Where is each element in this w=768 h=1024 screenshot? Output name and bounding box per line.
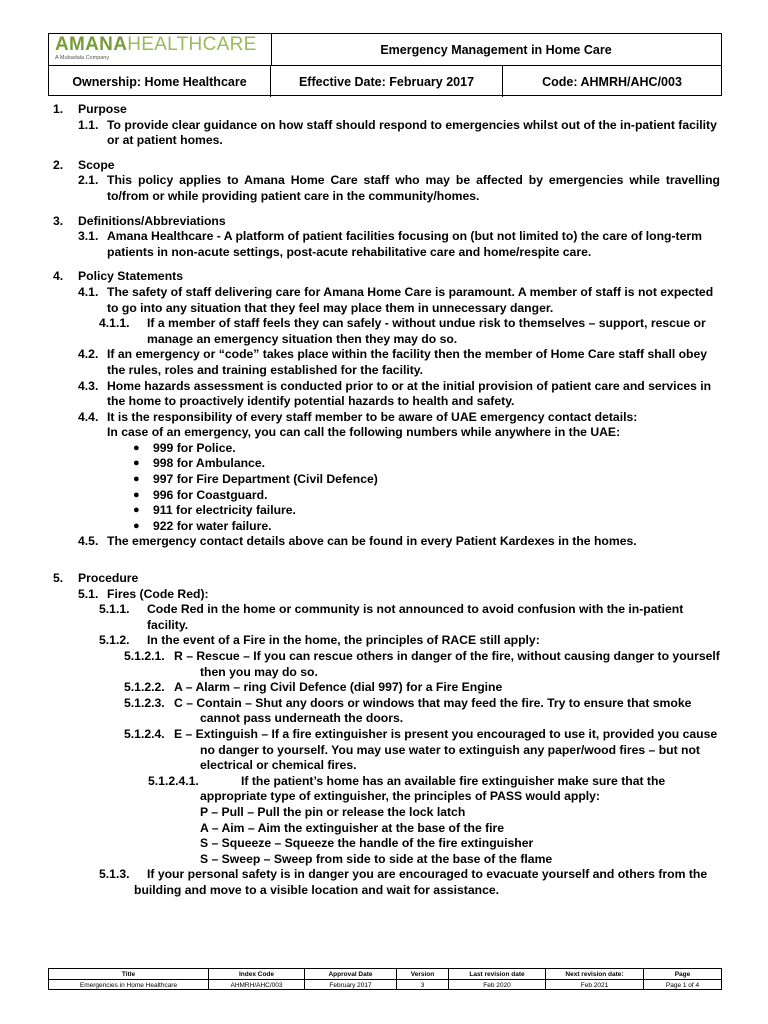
paragraph-line: The safety of staff delivering care for Amana Home Care is paramount. A member of staff is not expected — [107, 284, 714, 299]
footer-value-row — [49, 979, 721, 990]
section-title: Definitions/Abbreviations — [78, 213, 226, 228]
footer-header-approval: Approval Date — [305, 969, 397, 979]
item-number: 5.1.2.4.1. — [148, 773, 199, 788]
item-number: 2.1. — [78, 173, 99, 188]
pass-item — [53, 821, 720, 837]
footer-version: 3 — [397, 980, 449, 990]
footer-title: Emergencies in Home Healthcare — [49, 980, 209, 990]
footer-last-revision: Feb 2020 — [449, 980, 546, 990]
bullet-text: 999 for Police. — [153, 440, 236, 455]
section-title: Policy Statements — [78, 269, 183, 284]
footer-header-row — [49, 969, 721, 979]
paragraph-cont — [53, 789, 720, 805]
section-heading — [53, 102, 720, 118]
paragraph — [53, 316, 720, 332]
bullet-text: 922 for water failure. — [153, 518, 272, 533]
bullet-text: 911 for electricity failure. — [153, 503, 296, 518]
bullet-text: 998 for Ambulance. — [153, 456, 265, 471]
list-item — [53, 503, 720, 519]
paragraph — [53, 774, 720, 790]
paragraph-cont — [53, 743, 720, 759]
item-number: 3.1. — [78, 229, 99, 244]
logo-cell — [49, 34, 272, 65]
amana-logo — [55, 34, 257, 56]
logo-text-main: AMANA — [55, 34, 128, 55]
header-table — [48, 33, 722, 96]
item-number: 1.1. — [78, 117, 99, 132]
pass-item — [53, 852, 720, 868]
list-item — [53, 488, 720, 504]
paragraph — [53, 534, 720, 550]
section-heading — [53, 158, 720, 174]
paragraph-cont — [53, 301, 720, 317]
footer-table — [48, 968, 722, 990]
pass-item — [53, 836, 720, 852]
paragraph — [53, 173, 720, 189]
paragraph — [53, 410, 720, 426]
paragraph-line: the rules, roles and training established for the facility. — [107, 362, 424, 377]
paragraph-line: appropriate type of extinguisher, the principles of PASS would apply: — [200, 789, 600, 804]
footer-header-next-rev: Next revision date: — [546, 969, 644, 979]
list-item — [53, 441, 720, 457]
bullet-icon: ● — [133, 457, 140, 470]
ownership: Ownership: Home Healthcare — [49, 66, 271, 97]
pass-step: A – Aim – Aim the extinguisher at the base of the fire — [200, 820, 505, 835]
paragraph-line: The emergency contact details above can be found in every Patient Kardexes in the homes. — [107, 534, 637, 549]
paragraph — [53, 727, 720, 743]
item-number: 4.1. — [78, 284, 99, 299]
document-title: Emergency Management in Home Care — [380, 42, 612, 57]
section-heading — [53, 571, 720, 587]
document-body — [53, 102, 720, 899]
section-number: 2. — [53, 157, 64, 172]
footer-header-index: Index Code — [209, 969, 305, 979]
paragraph-line: to go into any situation that they feel may place them in unnecessary danger. — [107, 300, 554, 315]
paragraph-line: cannot pass underneath the doors. — [200, 711, 404, 726]
paragraph — [53, 633, 720, 649]
item-number: 5.1.3. — [99, 867, 130, 882]
pass-step: S – Sweep – Sweep from side to side at the base of the flame — [200, 851, 553, 866]
section-number: 5. — [53, 571, 64, 586]
paragraph — [53, 867, 720, 883]
item-number: 4.1.1. — [99, 316, 130, 331]
bullet-icon: ● — [133, 519, 140, 532]
paragraph-line: If your personal safety is in danger you are encouraged to evacuate yourself and others from the — [147, 867, 708, 882]
paragraph-line: To provide clear guidance on how staff should respond to emergencies whilst out of the in-patient facility — [107, 117, 717, 132]
section-title: Procedure — [78, 571, 139, 586]
bullet-icon: ● — [133, 473, 140, 486]
footer-header-last-rev: Last revision date — [449, 969, 546, 979]
footer-approval-date: February 2017 — [305, 980, 397, 990]
footer-next-revision: Feb 2021 — [546, 980, 644, 990]
paragraph-cont — [53, 425, 720, 441]
header-row-meta — [49, 65, 721, 97]
paragraph-line: the home to proactively identify potential hazards to health and safety. — [107, 394, 515, 409]
paragraph-cont — [53, 711, 720, 727]
paragraph — [53, 118, 720, 134]
bullet-icon: ● — [133, 504, 140, 517]
paragraph-cont — [53, 758, 720, 774]
pass-step: S – Squeeze – Squeeze the handle of the fire extinguisher — [200, 836, 534, 851]
paragraph-line: patients in non-acute settings, post-acute rehabilitative care and home/respite care. — [107, 244, 592, 259]
section-heading — [53, 269, 720, 285]
paragraph-cont — [53, 189, 720, 205]
section-title: Scope — [78, 157, 115, 172]
paragraph-line: If a member of staff feels they can safely - without undue risk to themselves – support, rescue or — [147, 316, 706, 331]
footer-header-page: Page — [674, 970, 691, 978]
logo-subtitle: A Mubadala Company — [55, 55, 110, 61]
paragraph-line: no danger to yourself. You may use water to extinguish any paper/wood fires – but not — [200, 742, 700, 757]
paragraph — [53, 379, 720, 395]
paragraph-line: C – Contain – Shut any doors or windows that may feed the fire. Try to ensure that smoke — [174, 695, 692, 710]
paragraph-line: or at patient homes. — [107, 133, 223, 148]
footer-page-number: Page 1 of 4 — [665, 981, 700, 989]
section-number: 4. — [53, 269, 64, 284]
paragraph-cont — [53, 245, 720, 261]
paragraph-line: to/from or while providing patient care in the community/homes. — [107, 188, 480, 203]
paragraph-line: building and move to a visible location and wait for assistance. — [134, 882, 500, 897]
paragraph-line: If the patient’s home has an available fire extinguisher make sure that the — [241, 773, 666, 788]
paragraph — [53, 285, 720, 301]
paragraph-line: then you may do so. — [200, 664, 318, 679]
paragraph-line: Code Red in the home or community is not announced to avoid confusion with the in-patient — [147, 602, 684, 617]
paragraph-line: facility. — [147, 617, 189, 632]
paragraph-line: If an emergency or “code” takes place within the facility then the member of Home Care staff shall obey — [107, 347, 708, 362]
item-number: 5.1.2.3. — [124, 695, 165, 710]
paragraph-line: Home hazards assessment is conducted prior to or at the initial provision of patient care and services in — [107, 378, 712, 393]
footer-header-title: Title — [49, 969, 209, 979]
paragraph-line: E – Extinguish – If a fire extinguisher is present you encouraged to use it, provided you cause — [174, 726, 718, 741]
item-number: 4.4. — [78, 409, 99, 424]
item-number: 5.1.1. — [99, 602, 130, 617]
paragraph — [53, 229, 720, 245]
paragraph-cont — [53, 665, 720, 681]
paragraph-line: A – Alarm – ring Civil Defence (dial 997) for a Fire Engine — [174, 680, 503, 695]
paragraph — [53, 602, 720, 618]
item-number: 5.1.2. — [99, 633, 130, 648]
effective-date: Effective Date: February 2017 — [271, 66, 503, 97]
bullet-icon: ● — [133, 441, 140, 454]
section-heading — [53, 214, 720, 230]
subsection-title: Fires (Code Red): — [107, 586, 209, 601]
pass-step: P – Pull – Pull the pin or release the lock latch — [200, 804, 466, 819]
paragraph — [53, 649, 720, 665]
item-number: 5.1.2.2. — [124, 680, 165, 695]
paragraph — [53, 347, 720, 363]
paragraph — [53, 696, 720, 712]
paragraph-line: manage an emergency situation then they may do so. — [147, 331, 458, 346]
subsection-heading — [53, 587, 720, 603]
paragraph-line: This policy applies to Amana Home Care staff who may be affected by emergencies while travelling — [107, 173, 720, 188]
section-title: Purpose — [78, 102, 127, 116]
footer-header-version: Version — [397, 969, 449, 979]
paragraph-cont — [53, 618, 720, 634]
item-number: 5.1.2.4. — [124, 726, 165, 741]
paragraph-cont — [53, 883, 720, 899]
item-number: 4.5. — [78, 534, 99, 549]
paragraph-cont — [53, 363, 720, 379]
paragraph-cont — [53, 133, 720, 149]
footer-index-code: AHMRH/AHC/003 — [209, 980, 305, 990]
paragraph-line: In case of an emergency, you can call the following numbers while anywhere in the UAE: — [107, 425, 621, 440]
section-number: 1. — [53, 102, 64, 116]
paragraph-cont — [53, 332, 720, 348]
section-number: 3. — [53, 213, 64, 228]
item-number: 4.2. — [78, 347, 99, 362]
bullet-text: 997 for Fire Department (Civil Defence) — [153, 472, 378, 487]
paragraph-line: R – Rescue – If you can rescue others in danger of the fire, without causing danger to yourself — [174, 649, 720, 663]
document-code: Code: AHMRH/AHC/003 — [542, 74, 682, 89]
pass-item — [53, 805, 720, 821]
item-number: 4.3. — [78, 378, 99, 393]
paragraph-line: It is the responsibility of every staff member to be aware of UAE emergency contact details: — [107, 409, 638, 424]
bullet-text: 996 for Coastguard. — [153, 487, 268, 502]
list-item — [53, 472, 720, 488]
item-number: 5.1.2.1. — [124, 649, 165, 663]
paragraph-cont — [53, 394, 720, 410]
list-item — [53, 456, 720, 472]
bullet-icon: ● — [133, 488, 140, 501]
list-item — [53, 519, 720, 535]
paragraph-line: electrical or chemical fires. — [200, 758, 357, 773]
logo-text-second: HEALTHCARE — [127, 34, 257, 55]
paragraph — [53, 680, 720, 696]
paragraph-line: Amana Healthcare - A platform of patient facilities focusing on (but not limited to) the care of long-term — [107, 229, 702, 244]
item-number: 5.1. — [78, 586, 99, 601]
paragraph-line: In the event of a Fire in the home, the principles of RACE still apply: — [147, 633, 540, 648]
